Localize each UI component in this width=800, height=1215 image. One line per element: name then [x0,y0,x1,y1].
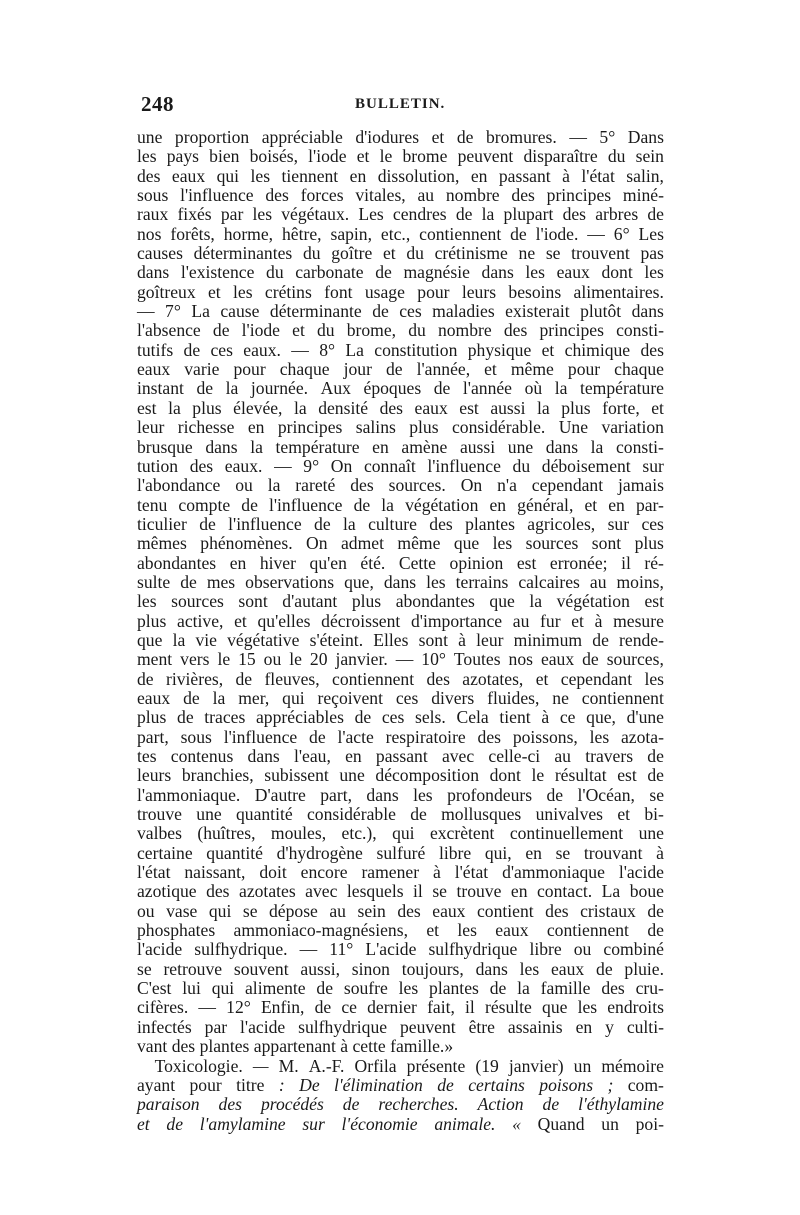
text-line: sulte de mes observations que, dans les terrains calcaires au moins, [137,571,664,592]
text-line: leurs branchies, subissent une décomposition dont le résultat est de [137,765,664,786]
text-line: azotique des azotates avec lesquels il se trouve en contact. La boue [137,881,664,902]
text-line: ayant pour titre : De l'élimination de certains poisons ; com- [137,1074,664,1095]
text-line: plus de traces appréciables de ces sels. Cela tient à ce que, d'une [137,707,664,728]
text-line: tenu compte de l'influence de la végétation en général, et en par- [137,494,664,515]
text-line: est la plus élevée, la densité des eaux est aussi la plus forte, et [137,397,664,418]
text-line: l'ammoniaque. D'autre part, dans les profondeurs de l'Océan, se [137,784,664,805]
text-line: se retrouve souvent aussi, sinon toujours, dans les eaux de pluie. [137,958,664,979]
text-line: tutifs de ces eaux. — 8° La constitution physique et chimique des [137,339,664,360]
text-line: vant des plantes appartenant à cette famille.» [137,1036,454,1057]
text-line: et de l'amylamine sur l'économie animale. « Quand un poi- [137,1113,664,1134]
text-line: paraison des procédés de recherches. Action de l'éthylamine [137,1094,664,1115]
text-line: l'acide sulfhydrique. — 11° L'acide sulfhydrique libre ou combiné [137,939,664,960]
text-line: goîtreux et les crétins font usage pour leurs besoins alimentaires. [137,281,664,302]
text-line: causes déterminantes du goître et du crétinisme ne se trouvent pas [137,243,664,264]
text-line: phosphates ammoniaco-magnésiens, et les eaux contiennent de [137,920,664,941]
text-line: plus active, et qu'elles décroissent d'importance au fur et à mesure [137,610,664,631]
text-line: trouve une quantité considérable de mollusques univalves et bi- [137,804,664,825]
text-line: leur richesse en principes salins plus considérable. Une variation [137,417,664,438]
running-head: BULLETIN. [355,96,446,112]
text-line: nos forêts, horme, hêtre, sapin, etc., contiennent de l'iode. — 6° Les [137,223,664,244]
text-line: tution des eaux. — 9° On connaît l'influence du déboisement sur [137,455,664,476]
page-header [135,92,665,122]
text-line: l'absence de l'iode et du brome, du nombre des principes consti- [137,320,664,341]
text-line: des eaux qui les tiennent en dissolution, en passant à l'état salin, [137,165,664,186]
text-line: ment vers le 15 ou le 20 janvier. — 10° Toutes nos eaux de sources, [137,649,664,670]
text-line: part, sous l'influence de l'acte respiratoire des poissons, les azota- [137,726,664,747]
text-line: sous l'influence des forces vitales, au nombre des principes miné- [137,185,664,206]
text-line: eaux de la mer, qui reçoivent ces divers fluides, ne contiennent [137,687,664,708]
text-line: tes contenus dans l'eau, en passant avec celle-ci au travers de [137,746,664,766]
page-number: 248 [141,92,174,116]
text-line: instant de la journée. Aux époques de l'année où la température [137,378,664,399]
text-line: dans l'existence du carbonate de magnésie dans les eaux dont les [137,262,664,283]
text-line: mêmes phénomènes. On admet même que les sources sont plus [137,533,664,554]
text-line: brusque dans la température en amène aussi une dans la consti- [137,436,664,457]
text-line: les pays bien boisés, l'iode et le brome peuvent disparaître du sein [137,146,664,167]
text-line: eaux varie pour chaque jour de l'année, et même pour chaque [137,359,664,380]
text-line: abondantes en hiver qu'en été. Cette opinion est erronée; il ré- [137,552,664,573]
text-line: Toxicologie. — M. A.-F. Orfila présente (19 janvier) un mémoire [137,1055,664,1076]
text-line: C'est lui qui alimente de soufre les plantes de la famille des cru- [137,978,664,999]
text-line: raux fixés par les végétaux. Les cendres de la plupart des arbres de [137,204,664,225]
text-line: — 7° La cause déterminante de ces maladies existerait plutôt dans [137,301,664,322]
text-line: une proportion appréciable d'iodures et de bromures. — 5° Dans [137,127,664,147]
text-line: l'abondance ou la rareté des sources. On n'a cependant jamais [137,475,664,496]
text-line: ou vase qui se dépose au sein des eaux contient des cristaux de [137,900,664,921]
text-line: ticulier de l'influence de la culture des plantes agricoles, sur ces [137,513,664,534]
text-line: valbes (huîtres, moules, etc.), qui excrètent continuellement une [137,823,664,844]
text-line: de rivières, de fleuves, contiennent des azotates, et cependant les [137,668,664,689]
text-line: que la vie végétative s'éteint. Elles sont à leur minimum de rende- [137,629,664,650]
text-line: infectés par l'acide sulfhydrique peuvent être assainis en y culti- [137,1016,664,1037]
text-line: l'état naissant, doit encore ramener à l'état d'ammoniaque l'acide [137,862,664,883]
text-line: cifères. — 12° Enfin, de ce dernier fait, il résulte que les endroits [137,997,664,1018]
text-line: les sources sont d'autant plus abondantes que la végétation est [137,591,664,612]
text-line: certaine quantité d'hydrogène sulfuré libre qui, en se trouvant à [137,842,664,863]
body-text [137,128,664,1134]
